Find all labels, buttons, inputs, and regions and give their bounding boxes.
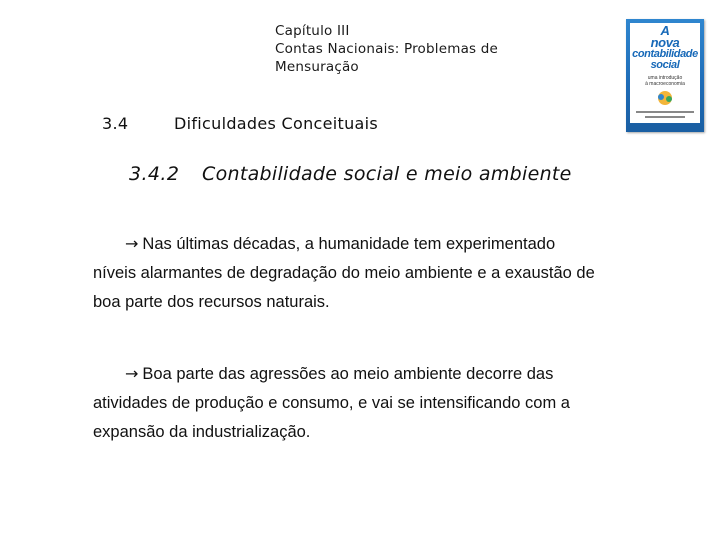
book-cover-rule [645,116,685,118]
chapter-line: Mensuração [275,59,359,75]
book-cover-rule [636,111,694,113]
paragraph-line: atividades de produção e consumo, e vai se intensificando com a [93,394,570,412]
paragraph-line: boa parte dos recursos naturais. [93,293,330,311]
arrow-right-icon: → [125,234,139,253]
section-number: 3.4 [102,114,129,133]
chapter-heading [275,22,595,76]
book-cover-title-line: A [660,23,670,38]
book-cover-title-line: contabilidade [632,48,698,60]
subsection-title: Contabilidade social e meio ambiente [202,163,572,185]
paragraph-degradation [93,229,658,317]
paragraph-aggressions [93,359,658,447]
book-cover-band [630,124,700,132]
book-cover-panel [630,23,700,123]
book-cover-title-line: social [650,59,680,71]
chapter-line: Contas Nacionais: Problemas de [275,41,499,57]
book-cover-subtitle-line: uma introdução [647,75,683,81]
subsection-number: 3.4.2 [129,163,180,185]
book-cover-title [630,25,700,71]
arrow-right-icon: → [125,364,139,383]
section-title: Dificuldades Conceituais [174,114,378,133]
book-cover-title-line: nova [650,35,680,50]
paragraph-line: níveis alarmantes de degradação do meio ambiente e a exaustão de [93,264,595,282]
paragraph-line: expansão da industrialização. [93,423,311,441]
book-cover-subtitle-line: à macroeconomia [645,81,685,87]
book-cover-emblem-icon [652,89,678,107]
book-cover-subtitle [636,75,694,87]
paragraph-first-line [93,229,658,259]
paragraph-line: Boa parte das agressões ao meio ambiente decorre das [142,365,554,383]
paragraph-line: Nas últimas décadas, a humanidade tem experimentado [142,235,556,253]
paragraph-first-line [93,359,658,389]
chapter-line: Capítulo III [275,23,350,39]
book-cover-image [626,19,704,132]
